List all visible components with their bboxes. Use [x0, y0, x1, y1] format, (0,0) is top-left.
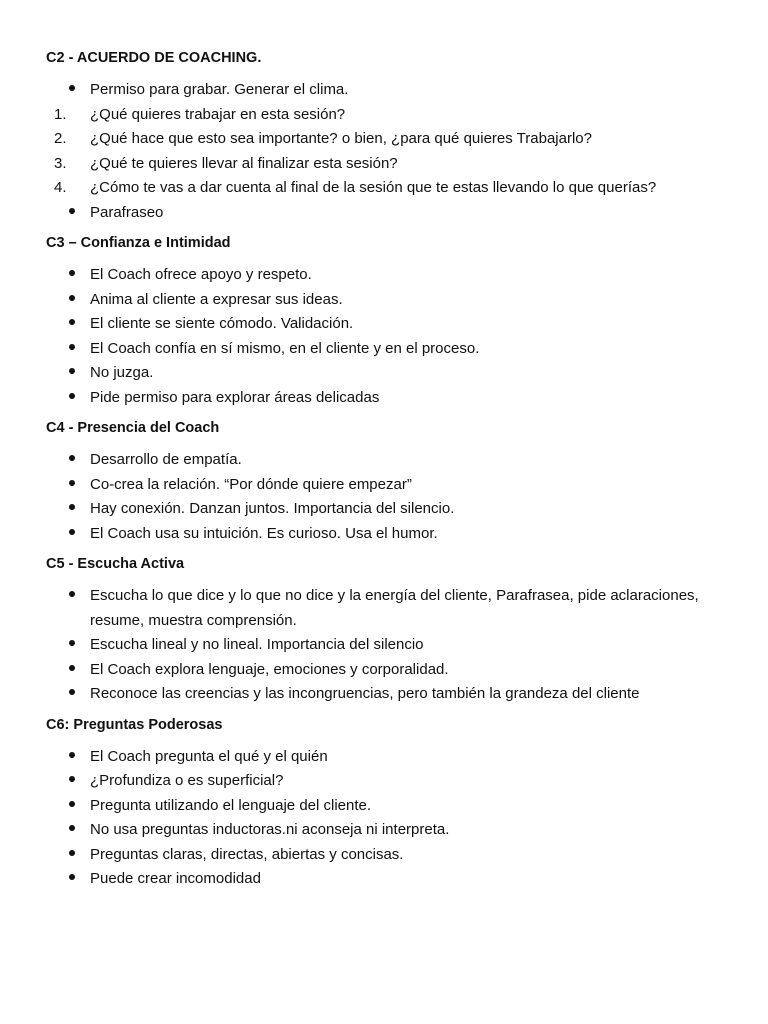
- list-item: [46, 127, 728, 152]
- bullet-icon: [54, 843, 78, 868]
- list-item: [46, 843, 728, 868]
- bullet-icon: [54, 769, 78, 794]
- list-item-text: Anima al cliente a expresar sus ideas.: [90, 290, 343, 308]
- bullet-dot-icon: [69, 393, 75, 399]
- bullet-icon: [54, 497, 78, 522]
- section-heading: C4 - Presencia del Coach: [46, 420, 220, 436]
- bullet-dot-icon: [69, 319, 75, 325]
- section-6: [46, 715, 728, 892]
- bullet-dot-icon: [69, 270, 75, 276]
- list-item: [46, 497, 728, 522]
- bullet-dot-icon: [69, 591, 75, 597]
- bullet-dot-icon: [69, 85, 75, 91]
- bullet-dot-icon: [69, 665, 75, 671]
- bullet-dot-icon: [69, 295, 75, 301]
- bullet-icon: [54, 78, 78, 103]
- list-item-text: El Coach confía en sí mismo, en el cliente y en el proceso.: [90, 339, 480, 357]
- list-item-text: El cliente se siente cómodo. Validación.: [90, 315, 354, 332]
- bullet-dot-icon: [69, 480, 75, 486]
- bullet-dot-icon: [69, 850, 75, 856]
- list-item-text: ¿Qué hace que esto sea importante? o bien, ¿para qué quieres Trabajarlo?: [90, 130, 592, 147]
- bullet-dot-icon: [69, 455, 75, 461]
- list-item-text: ¿Qué quieres trabajar en esta sesión?: [90, 105, 346, 123]
- bullet-dot-icon: [69, 368, 75, 374]
- list-item-text: Hay conexión. Danzan juntos. Importancia del silencio.: [90, 500, 455, 517]
- section-heading: C5 - Escucha Activa: [46, 556, 185, 572]
- bullet-icon: [54, 522, 78, 547]
- list-item: [46, 633, 728, 658]
- list-item: [46, 473, 728, 498]
- bullet-dot-icon: [69, 825, 75, 831]
- list-item: [46, 386, 728, 411]
- bullet-icon: [54, 201, 78, 226]
- list-item-text: El Coach usa su intuición. Es curioso. Usa el humor.: [90, 524, 438, 542]
- item-list: [46, 448, 728, 546]
- list-item: [46, 794, 728, 819]
- list-item: [46, 263, 728, 288]
- list-item: [46, 867, 728, 892]
- bullet-icon: [54, 745, 78, 770]
- item-list: [46, 745, 728, 892]
- section-5: [46, 554, 728, 707]
- bullet-dot-icon: [69, 776, 75, 782]
- bullet-icon: [54, 658, 78, 683]
- list-item: [46, 288, 728, 313]
- section-heading: C6: Preguntas Poderosas: [46, 716, 223, 733]
- section-3: [46, 233, 728, 410]
- list-item: [46, 78, 728, 103]
- bullet-icon: [54, 361, 78, 386]
- bullet-dot-icon: [69, 640, 75, 646]
- list-item: [46, 337, 728, 362]
- bullet-icon: [54, 386, 78, 411]
- bullet-icon: [54, 337, 78, 362]
- list-item-text: El Coach explora lenguaje, emociones y corporalidad.: [90, 660, 449, 678]
- list-item: [46, 176, 728, 201]
- item-list: [46, 584, 728, 707]
- list-item: [46, 745, 728, 770]
- bullet-icon: [54, 473, 78, 498]
- list-item: [46, 769, 728, 794]
- list-item: [46, 818, 728, 843]
- list-item-text: Escucha lo que dice y lo que no dice y la energía del cliente, Parafrasea, pide aclaraciones, resume, muestra comprensión.: [90, 587, 699, 629]
- list-item-text: ¿Qué te quieres llevar al finalizar esta sesión?: [90, 154, 398, 172]
- list-item: [46, 361, 728, 386]
- list-item-text: No juzga.: [90, 364, 154, 381]
- list-item-text: No usa preguntas inductoras.ni aconseja ni interpreta.: [90, 821, 450, 838]
- bullet-dot-icon: [69, 801, 75, 807]
- bullet-icon: [54, 448, 78, 473]
- bullet-dot-icon: [69, 529, 75, 535]
- list-item-text: Preguntas claras, directas, abiertas y concisas.: [90, 845, 404, 863]
- list-item-text: Parafraseo: [90, 203, 164, 221]
- list-item: [46, 682, 728, 707]
- list-item: [46, 201, 728, 226]
- bullet-icon: [54, 263, 78, 288]
- section-4: [46, 418, 728, 546]
- bullet-dot-icon: [69, 208, 75, 214]
- section-heading: C2 - ACUERDO DE COACHING.: [46, 50, 262, 66]
- list-item-text: El Coach pregunta el qué y el quién: [90, 747, 328, 765]
- list-item-text: Pide permiso para explorar áreas delicadas: [90, 388, 380, 406]
- item-list: [46, 78, 728, 225]
- list-item-text: Desarrollo de empatía.: [90, 451, 242, 468]
- list-item-text: ¿Profundiza o es superficial?: [90, 772, 284, 789]
- bullet-icon: [54, 794, 78, 819]
- bullet-icon: [54, 288, 78, 313]
- bullet-dot-icon: [69, 752, 75, 758]
- list-item: [46, 584, 728, 633]
- bullet-dot-icon: [69, 504, 75, 510]
- bullet-dot-icon: [69, 689, 75, 695]
- list-number: 1.: [54, 105, 67, 123]
- list-item-text: ¿Cómo te vas a dar cuenta al final de la sesión que te estas llevando lo que querías?: [90, 179, 657, 196]
- list-item: [46, 658, 728, 683]
- list-item-text: Co-crea la relación. “Por dónde quiere empezar”: [90, 475, 412, 493]
- bullet-icon: [54, 633, 78, 658]
- list-item: [46, 522, 728, 547]
- bullet-icon: [54, 312, 78, 337]
- bullet-icon: [54, 682, 78, 707]
- list-item: [46, 312, 728, 337]
- list-number: 4.: [54, 179, 67, 196]
- list-item-text: Permiso para grabar. Generar el clima.: [90, 81, 349, 98]
- list-item-text: El Coach ofrece apoyo y respeto.: [90, 266, 312, 283]
- list-item-text: Reconoce las creencias y las incongruencias, pero también la grandeza del cliente: [90, 685, 640, 702]
- bullet-icon: [54, 584, 78, 609]
- bullet-dot-icon: [69, 344, 75, 350]
- list-number: 2.: [54, 130, 67, 147]
- item-list: [46, 263, 728, 410]
- list-item: [46, 152, 728, 177]
- list-item-text: Escucha lineal y no lineal. Importancia del silencio: [90, 636, 424, 653]
- section-heading: C3 – Confianza e Intimidad: [46, 235, 231, 251]
- bullet-dot-icon: [69, 874, 75, 880]
- list-item: [46, 448, 728, 473]
- list-item-text: Puede crear incomodidad: [90, 870, 261, 887]
- bullet-icon: [54, 867, 78, 892]
- bullet-icon: [54, 818, 78, 843]
- list-item-text: Pregunta utilizando el lenguaje del cliente.: [90, 796, 372, 814]
- section-2: [46, 48, 728, 225]
- list-number: 3.: [54, 154, 67, 172]
- list-item: [46, 103, 728, 128]
